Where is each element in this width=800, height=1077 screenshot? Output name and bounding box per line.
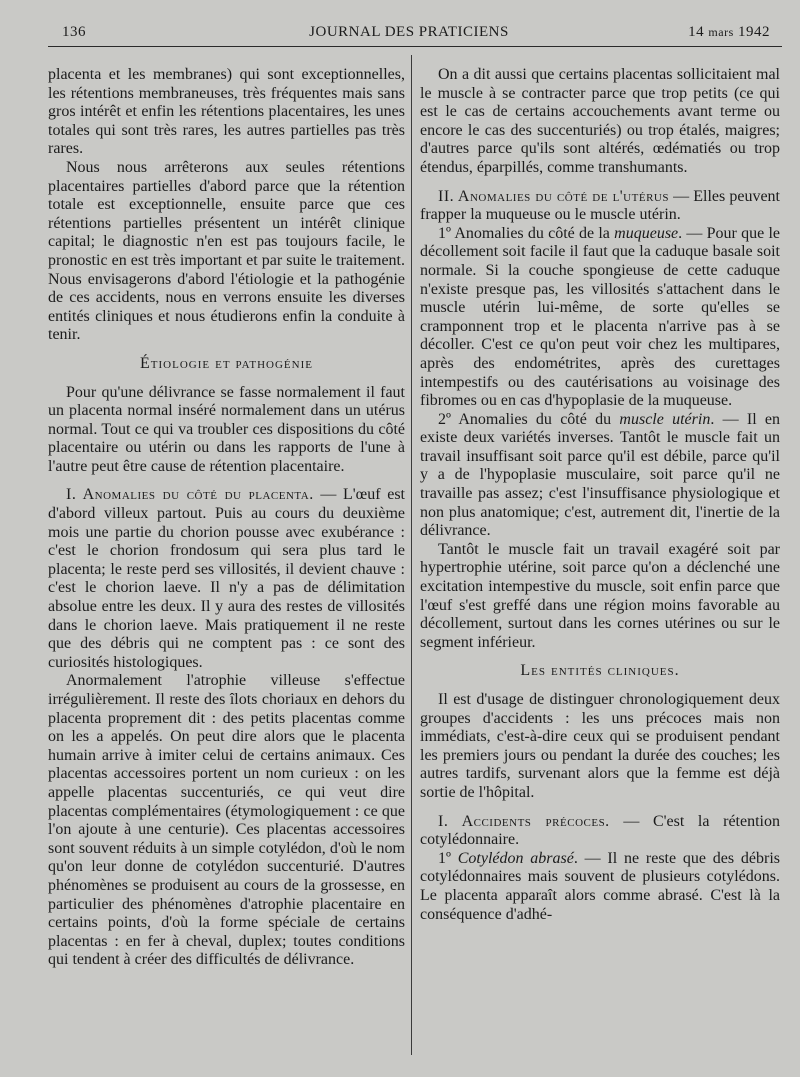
right-paragraph-3 — [420, 225, 780, 411]
date-year: 1942 — [738, 24, 770, 40]
right-paragraph-4-text: . — Il en existe deux variétés inverses. Tantôt le muscle fait un travail insuffisant soit parce qu'il est débile, parce qu'il y a de l'hypoplasie musculaire, soit parce qu'il ne travaille pas assez; c'est l'insuffisance physiologique et non plus anatomique; c'est, autrement dit, l'inertie de la délivrance. — [420, 410, 781, 540]
left-paragraph-1: placenta et les membranes) qui sont exceptionnelles, les rétentions membraneuses, très fréquentes mais sans gros intérêt et enfin les rétentions placentaires, les unes totales qui sont très rares, les autres partielles pas très rares. — [48, 66, 405, 158]
section-heading-etiologie: Étiologie et pathogénie — [140, 354, 313, 372]
left-paragraph-4 — [48, 486, 405, 672]
issue-date — [688, 24, 770, 41]
right-paragraph-4-lead: 2º Anomalies du côté du — [438, 410, 620, 428]
date-month: mars — [708, 25, 734, 39]
left-paragraph-5: Anormalement l'atrophie villeuse s'effectue irrégulièrement. Il reste des îlots choriaux en dehors du placenta proprement dit : des petits placentas comme on les a appelés. On peut dire alors que le placenta humain arrive à imiter celui de certains animaux. Ces placentas accessoires portent un nom curieux : on les appelle placentas succenturiés, ce qui veut dire placentas complémentaires (étymologiquement : ce que l'on ajoute à une centurie). Ces placentas accessoires sont souvent réduits à un simple cotylédon, d'où le nom qu'on leur donne de cotylédon succenturié. D'autres phénomènes se produisent au cours de la grossesse, en particulier des phénomènes d'atrophie placentaire en certains points, d'où la forme spéciale de certains placentas : en fer à cheval, duplex; toutes conditions qui tendent à créer des difficultés de délivrance. — [48, 672, 405, 969]
subsection-lead-uterus: II. Anomalies du côté de l'utérus — [438, 187, 669, 205]
date-day: 14 — [688, 24, 705, 40]
right-paragraph-2-text: — Elles peuvent frapper la muqueuse ou le muscle utérin. — [420, 187, 781, 224]
right-paragraph-8-text: . — Il ne reste que des débris cotylédonnaires mais souvent de plusieurs cotylédons. Le placenta apparaît alors comme abrasé. C'est là la conséquence d'adhé- — [420, 849, 780, 923]
subsection-lead-precoces: I. Accidents précoces. — [438, 812, 610, 830]
right-paragraph-4-emphasis: muscle utérin — [619, 410, 711, 428]
section-heading-entites: Les entités cliniques. — [520, 662, 680, 680]
right-paragraph-7 — [420, 813, 780, 850]
right-paragraph-7-text: — C'est la rétention cotylédonnaire. — [420, 812, 780, 849]
column-divider — [411, 55, 412, 1055]
right-paragraph-2 — [420, 188, 780, 225]
page-header — [48, 24, 770, 46]
right-paragraph-6: Il est d'usage de distinguer chronologiquement deux groupes d'accidents : les uns précoces mais non immédiats, c'est-à-dire ceux qui se produisent pendant les premiers jours ou pendant la durée des couches; les autres tardifs, survenant alors que la femme est déjà sortie de l'hôpital. — [420, 691, 780, 801]
left-column — [48, 66, 405, 970]
right-paragraph-8 — [420, 850, 780, 924]
header-rule — [48, 46, 782, 47]
right-paragraph-4 — [420, 411, 780, 541]
right-paragraph-3-emphasis: muqueuse — [614, 224, 679, 242]
subsection-lead-placenta: I. Anomalies du côté du placenta. — [66, 486, 314, 504]
right-column — [420, 66, 780, 924]
left-paragraph-3: Pour qu'une délivrance se fasse normalement il faut un placenta normal inséré normalement dans un utérus normal. Tout ce qui va troubler ces dispositions du côté placentaire ou utérin ou dans les rapports de l'une à l'autre peut être cause de rétention placentaire. — [48, 383, 405, 475]
right-paragraph-3-lead: 1º Anomalies du côté de la — [438, 224, 615, 242]
page-number: 136 — [62, 24, 86, 40]
right-paragraph-3-text: . — Pour que le décollement soit facile il faut que la caduque basale soit normale. Si la couche spongieuse de cette caduque n'existe presque pas, les villosités s'attachent dans le muscle utérin lui-même, de sorte qu'elles se cramponnent trop et le placenta n'arrive pas à se décoller. C'est ce qu'on peut voir chez les multipares, après des endométrites, après des curettages intempestifs ou des cautérisations au voisinage des fibromes ou en cas d'hypoplasie de la muqueuse. — [420, 224, 781, 410]
right-paragraph-8-lead: 1º — [438, 849, 458, 867]
left-paragraph-2: Nous nous arrêterons aux seules rétentions placentaires partielles d'abord parce que la rétention totale est exceptionnelle, ensuite parce que ces rétentions partielles présentent un intérêt clinique capital; le diagnostic n'en est pas toujours facile, le pronostic en est très important et par suite le traitement. Nous envisagerons d'abord l'étiologie et la pathogénie de ces accidents, nous en verrons ensuite les diverses entités cliniques et nous étudierons enfin la conduite à tenir. — [48, 158, 405, 344]
journal-title: JOURNAL DES PRATICIENS — [309, 24, 509, 40]
right-paragraph-5: Tantôt le muscle fait un travail exagéré soit par hypertrophie utérine, soit parce qu'on a déclenché une excitation intempestive du muscle, soit enfin parce que l'œuf s'est greffé dans une région moins favorable au décollement, surtout dans les cornes utérines ou sur le segment inférieur. — [420, 540, 780, 651]
right-paragraph-1: On a dit aussi que certains placentas sollicitaient mal le muscle à se contracter parce que trop petits (ce qui est le cas de certains accouchements avant terme ou encore le cas des succenturiés) ou trop étalés, maigres; d'autres parce qu'ils sont altérés, œdématiés ou trop étendus, éparpillés, comme transhumants. — [420, 66, 780, 176]
left-paragraph-4-text: — L'œuf est d'abord villeux partout. Puis au cours du deuxième mois une partie du chorion pousse avec exubérance : c'est le chorion frondosum qui sera plus tard le placenta; le reste perd ses villosités, il devient chauve : c'est le chorion laeve. Il n'y a pas de délimitation absolue entre les deux. Il y aura des restes de villosités dans le chorion laeve. Mais pratiquement il ne reste que des débris qui ne comptent pas : ce sont des curiosités histologiques. — [48, 486, 406, 671]
right-paragraph-8-emphasis: Cotylédon abrasé — [457, 849, 574, 867]
